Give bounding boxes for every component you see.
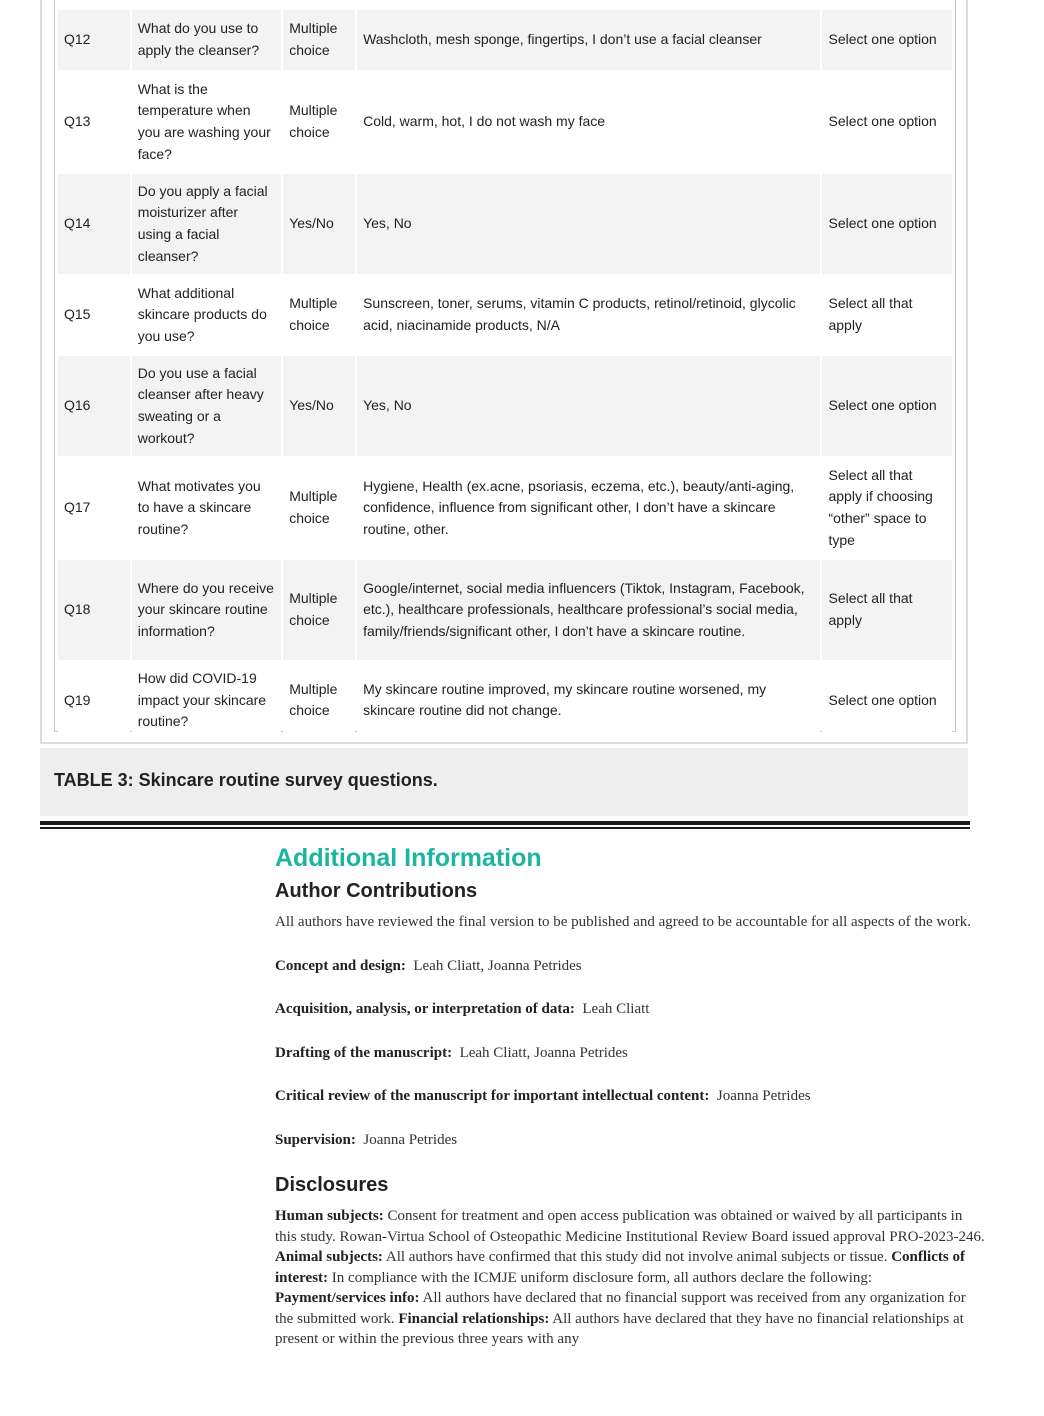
answer-instruction: Select one option [822, 356, 952, 456]
table-row [58, 560, 952, 660]
survey-questions-table [56, 8, 954, 741]
disclosures-heading: Disclosures [275, 1174, 389, 1196]
question-type: Yes/No [283, 356, 355, 456]
author-contributions-intro: All authors have reviewed the final version to be published and agreed to be accountable for all aspects of the work. [275, 914, 972, 930]
disclosures-text [275, 1206, 985, 1350]
table-caption-box [40, 748, 968, 816]
contribution-label: Concept and design: [275, 957, 406, 974]
contribution-drafting [275, 1043, 985, 1064]
question-id: Q18 [58, 560, 130, 660]
table-row [58, 458, 952, 558]
answer-options: Washcloth, mesh sponge, fingertips, I don’t use a facial cleanser [357, 10, 820, 70]
question-text: What do you use to apply the cleanser? [132, 10, 281, 70]
payment-text: All authors have declared that no financial support was received from any organization for the submitted work. [275, 1290, 966, 1327]
question-type: Multiple choice [283, 560, 355, 660]
answer-options: Yes, No [357, 356, 820, 456]
contribution-critical-review [275, 1086, 985, 1107]
section-divider-thin [40, 827, 970, 829]
question-id: Q19 [58, 662, 130, 739]
answer-options: Yes, No [357, 174, 820, 274]
contribution-supervision [275, 1130, 985, 1151]
question-text: What additional skincare products do you use? [132, 276, 281, 354]
question-text: What motivates you to have a skincare routine? [132, 458, 281, 558]
financial-text: All authors have declared that they have no financial relationships at present or within the previous three years with any [275, 1310, 964, 1347]
contribution-acquisition [275, 999, 985, 1020]
answer-instruction: Select one option [822, 174, 952, 274]
answer-options: Sunscreen, toner, serums, vitamin C products, retinol/retinoid, glycolic acid, niacinamide products, N/A [357, 276, 820, 354]
question-text: How did COVID-19 impact your skincare routine? [132, 662, 281, 739]
payment-label: Payment/services info: [275, 1290, 420, 1306]
animal-subjects-label: Animal subjects: [275, 1249, 383, 1265]
financial-label: Financial relationships: [398, 1310, 550, 1327]
contribution-value: Leah Cliatt [582, 1001, 650, 1017]
human-subjects-label: Human subjects: [275, 1208, 384, 1224]
contribution-value: Joanna Petrides [363, 1131, 458, 1148]
additional-information-section [275, 842, 985, 1350]
answer-instruction: Select one option [822, 72, 952, 172]
table-caption: TABLE 3: Skincare routine survey questions. [54, 770, 438, 790]
contribution-value: Leah Cliatt, Joanna Petrides [413, 957, 582, 974]
table-row [58, 662, 952, 739]
section-divider-thick [40, 821, 970, 825]
question-id: Q17 [58, 458, 130, 558]
contribution-value: Joanna Petrides [716, 1088, 811, 1104]
question-type: Multiple choice [283, 276, 355, 354]
answer-instruction: Select one option [822, 10, 952, 70]
contribution-label: Critical review of the manuscript for important intellectual content: [275, 1088, 710, 1104]
table-row [58, 72, 952, 172]
human-subjects-text: Consent for treatment and open access publication was obtained or waived by all participants in this study. Rowan-Virtua School of Osteopathic Medicine Institutional Review Board issued approval PRO-2023-246. [275, 1208, 985, 1245]
contribution-label: Acquisition, analysis, or interpretation of data: [275, 1001, 575, 1017]
question-type: Multiple choice [283, 662, 355, 739]
table-row [58, 10, 952, 70]
question-type: Multiple choice [283, 10, 355, 70]
answer-options: My skincare routine improved, my skincare routine worsened, my skincare routine did not change. [357, 662, 820, 739]
question-text: Do you use a facial cleanser after heavy sweating or a workout? [132, 356, 281, 456]
animal-subjects-text: All authors have confirmed that this study did not involve animal subjects or tissue. [385, 1249, 888, 1265]
answer-instruction: Select all that apply if choosing “other” space to type [822, 458, 952, 558]
table-row [58, 276, 952, 354]
table-row [58, 356, 952, 456]
question-id: Q15 [58, 276, 130, 354]
additional-information-heading: Additional Information [275, 844, 542, 872]
conflicts-label: Conflicts of interest: [275, 1249, 965, 1286]
question-type: Multiple choice [283, 458, 355, 558]
answer-options: Google/internet, social media influencers (Tiktok, Instagram, Facebook, etc.), healthcare professionals, healthcare professional’s social media, family/friends/significant other, I don’t have a skincare routine. [357, 560, 820, 660]
contribution-label: Supervision: [275, 1131, 356, 1148]
table-frame [40, 0, 968, 744]
question-id: Q13 [58, 72, 130, 172]
table-row [58, 174, 952, 274]
contribution-label: Drafting of the manuscript: [275, 1044, 453, 1061]
question-id: Q16 [58, 356, 130, 456]
answer-instruction: Select all that apply [822, 276, 952, 354]
table-inner-border [54, 0, 956, 732]
question-id: Q12 [58, 10, 130, 70]
answer-instruction: Select one option [822, 662, 952, 739]
question-type: Multiple choice [283, 72, 355, 172]
answer-options: Hygiene, Health (ex.acne, psoriasis, eczema, etc.), beauty/anti-aging, confidence, influence from significant other, I don’t have a skincare routine, other. [357, 458, 820, 558]
question-type: Yes/No [283, 174, 355, 274]
contribution-value: Leah Cliatt, Joanna Petrides [459, 1044, 628, 1061]
question-text: What is the temperature when you are washing your face? [132, 72, 281, 172]
answer-instruction: Select all that apply [822, 560, 952, 660]
question-text: Do you apply a facial moisturizer after using a facial cleanser? [132, 174, 281, 274]
question-id: Q14 [58, 174, 130, 274]
conflicts-text: In compliance with the ICMJE uniform disclosure form, all authors declare the following: [331, 1269, 873, 1286]
contribution-concept [275, 956, 985, 977]
question-text: Where do you receive your skincare routine information? [132, 560, 281, 660]
answer-options: Cold, warm, hot, I do not wash my face [357, 72, 820, 172]
author-contributions-heading: Author Contributions [275, 880, 478, 902]
